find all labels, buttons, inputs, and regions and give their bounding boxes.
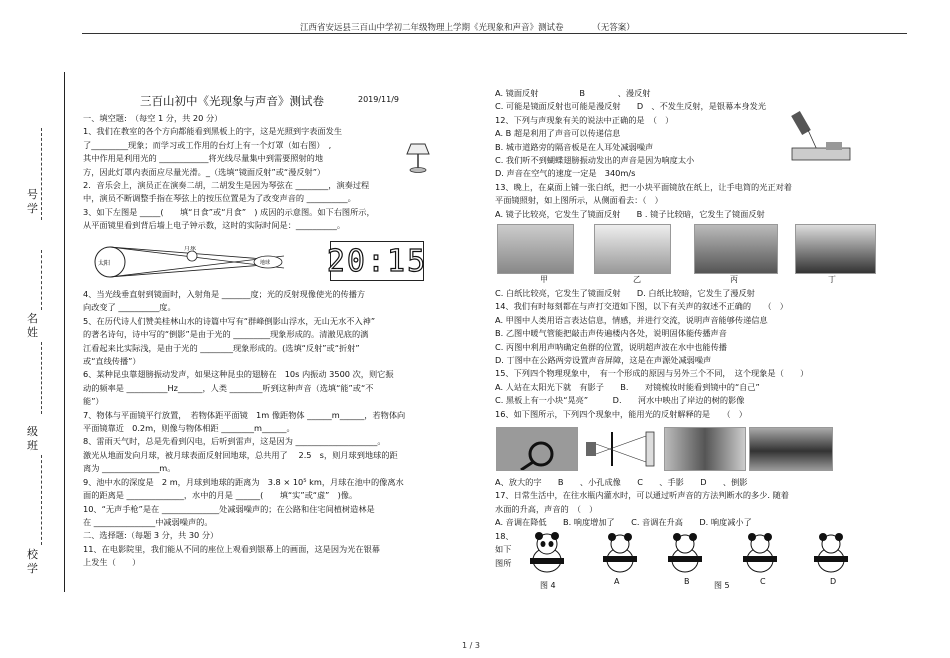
right-column-bottom: A、放大的字 B 、小孔成像 C 、手影 D 、倒影 17、日常生活中，在往水瓶内灌水时，可以通过听声音的方法判断水的多少. 随着 水面的升高，声音的 （ ） A. 音调在降低 B. 响度增加了 C. 音调在升高 D. 响度减小了 — [495, 477, 789, 528]
mirror-clock — [326, 241, 428, 281]
right-column-top: A. 镜面反射 B 、漫反射 C. 可能是镜面反射也可能是漫反射 D 、不发生反射，是银幕本身发光 12、下列与声现象有关的说法中正确的是 （ ） A. B 超是利用了声音可以传递信息 B. 城市道路旁的隔音板是在人耳处减弱噪声 C. 我们听不到蝴蝶翅膀振动发出的声音是因为响度太小 D. 声音在空气的速度一定是 340m/s 13、晚上，在桌面上铺一张白纸，把一小块平面镜放在纸上，让手电筒的光正对着 平面镜照射，如上图所示，从侧面看去：（ ） A. 镜子比较亮，它发生了镜面反射 B . 镜子比较暗，它发生了镜面反射 — [495, 88, 792, 219]
q2-line1: 2．音乐会上，演员正在演奏二胡，二胡发生是因为琴弦在 ________，演奏过程 — [83, 180, 370, 191]
q2-line2: 中，演员不断调整手指在琴弦上的按压位置是为了改变声音的 __________。 — [83, 193, 356, 204]
binding-dash-2 — [41, 250, 42, 310]
hand-shadow-image — [664, 427, 746, 471]
binding-dash-3 — [41, 342, 42, 414]
moon-label: 月球 — [184, 246, 197, 252]
photo-jia — [497, 224, 574, 274]
caption-bing: 丙 — [730, 275, 738, 284]
option-b-label: B — [684, 577, 690, 586]
q1-line3: 其中作用是利用光的 ____________将光线尽量集中到需要照射的地 — [83, 153, 324, 164]
sun-label: 太阳 — [98, 260, 111, 267]
paper-title: 三百山初中《光现象与声音》测试卷 — [140, 94, 324, 108]
caption-ding: 丁 — [828, 275, 836, 284]
binding-student-no: 号 学 — [27, 188, 38, 215]
option-d-label: D — [830, 577, 837, 586]
header-divider — [82, 33, 907, 34]
fig5-caption: 图 5 — [714, 581, 730, 590]
right-column-middle: C. 白纸比较亮，它发生了镜面反射 D. 白纸比较暗，它发生了漫反射 14、我们有时每刻都在与声打交道如下图，以下有关声的叙述不正确的 （ ） A. 甲图中人类用语言表达信息，情感，并进行交流，说明声音能够传递信息 B. 乙图中暖气管能把敲击声传遍楼内各处，说明固体能传播声音 C. 丙图中利用声呐确定鱼群的位置，说明超声波在水中也能传播 D. 丁图中在公路两旁设置声音屏障，这是在声源处减弱噪声 15、下列四个物理现象中， 有一个形成的原因与另外三个不同， 这个现象是（ ） A. 人站在太阳光下就 有影子 B. 对镜梳妆时能看到镜中的“自己” C. 黑板上有一小块“晃亮” D. 河水中映出了岸边的树的影像 16、如下图所示，下列四个现象中，能用光的反射解释的是 （ ） — [495, 288, 809, 419]
panda-c — [737, 530, 783, 576]
binding-school: 校 学 — [27, 548, 38, 575]
binding-dash-4 — [41, 455, 42, 545]
header-title: 江西省安远县三百山中学初二年级物理上学期《光现象和声音》测试卷 — [300, 23, 564, 33]
binding-dash-1 — [41, 128, 42, 220]
paper-date: 2019/11/9 — [358, 95, 400, 104]
q1-line1: 1、我们在教室的各个方向都能看到黑板上的字，这是光照到字表面发生 — [83, 126, 343, 137]
pinhole-image — [582, 428, 660, 470]
binding-class: 级 班 — [27, 425, 38, 452]
fig4-caption: 图 4 — [540, 581, 556, 590]
earth-label: 地球 — [260, 260, 271, 266]
q1-line4: 方，因此灯罩内表面应尽量光滑。_（选填“镜面反射”或“漫反射”） — [83, 166, 326, 177]
photo-yi — [594, 224, 671, 274]
panda-a — [597, 530, 643, 576]
caption-jia: 甲 — [540, 275, 548, 284]
desk-lamp-icon — [403, 140, 433, 174]
eclipse-diagram — [84, 246, 294, 278]
photo-ding — [795, 224, 876, 274]
q18-label: 18、 如下 图所 — [495, 531, 514, 568]
q-section-1: 一、填空题: （每空 1 分，共 20 分） — [83, 113, 223, 123]
magnifier-image — [496, 427, 578, 471]
option-a-label: A — [614, 577, 620, 586]
panda-d — [808, 530, 854, 576]
q1-line2: 了_________现象；而学习或工作用的台灯上有一个灯罩（如右图） , — [83, 139, 332, 150]
header-tag: （无答案） — [592, 23, 635, 33]
binding-line — [64, 72, 65, 592]
reflection-image — [749, 427, 833, 471]
panda-b — [662, 530, 708, 576]
binding-name: 名 姓 — [27, 312, 38, 339]
page-number: 1 / 3 — [462, 641, 480, 650]
flashlight-mirror-figure — [788, 108, 856, 164]
q3-line1: 3、如下左图是 _____( 填“日食”或“月食” ) 成因的示意图。如下右图所示， — [83, 206, 375, 217]
caption-yi: 乙 — [633, 275, 641, 284]
clock-digits: 20:15 — [326, 243, 428, 279]
left-column-top — [83, 112, 375, 233]
q3-line2: 从平面镜里看到背后墙上电子钟示数，这时的实际时间是：__________。 — [83, 220, 346, 231]
panda-fig4 — [522, 530, 572, 576]
photo-bing — [694, 224, 778, 274]
option-c-label: C — [760, 577, 766, 586]
left-column-bottom: 4、当光线垂直射到镜面时，入射角是 _______度；光的反射现像使光的传播方 向改变了 __________度。 5、在历代诗人们赞美桂林山水的诗篇中写有“群峰倒影山浮水，无山无水不入神” 的著名诗句，诗中写的“倒影”是由于光的 _________现象形成的。清澈见底的漓 江看起来比实际浅，是由于光的 ________现象形成的。(选填“反射”或“折射” 或“直线传播”） 6、某种昆虫靠翅膀振动发声，如果这种昆虫的翅膀在 10s 内振动 3500 次，则它振 动的频率是 __________Hz______，人类 ________听到这种声音（选填“能”或“不 能”） 7、物体与平面镜平行放置， 若物体距平面镜 1m 像距物体 ______m______，若物体向 平面镜靠近 0.2m，则像与物体相距 ________m______。 8、雷雨天气时，总是先看到闪电，后听到雷声，这是因为 ____________________。 激光从地面发向月球，被月球表面反射回地球，总共用了 2.5 s，则月球到地球的距 离为 ______________m。 9、池中水的深度是 2 m，月球到地球的距离为 3.8 × 10⁵ km，月球在池中的像离水 面的距离是 ______________，水中的月是 ______( 填“实”或“虚” )像。 10、“无声手枪”是在 ______________处减弱噪声的；在公路和住宅间植树造林是 在 _______________中减弱噪声的。 二、选择题:（每题 3 分，共 30 分） 11、在电影院里，我们能从不同的座位上观看到银幕上的画面，这是因为光在银幕 上发生（ ） — [83, 289, 406, 568]
page-header — [300, 21, 860, 33]
